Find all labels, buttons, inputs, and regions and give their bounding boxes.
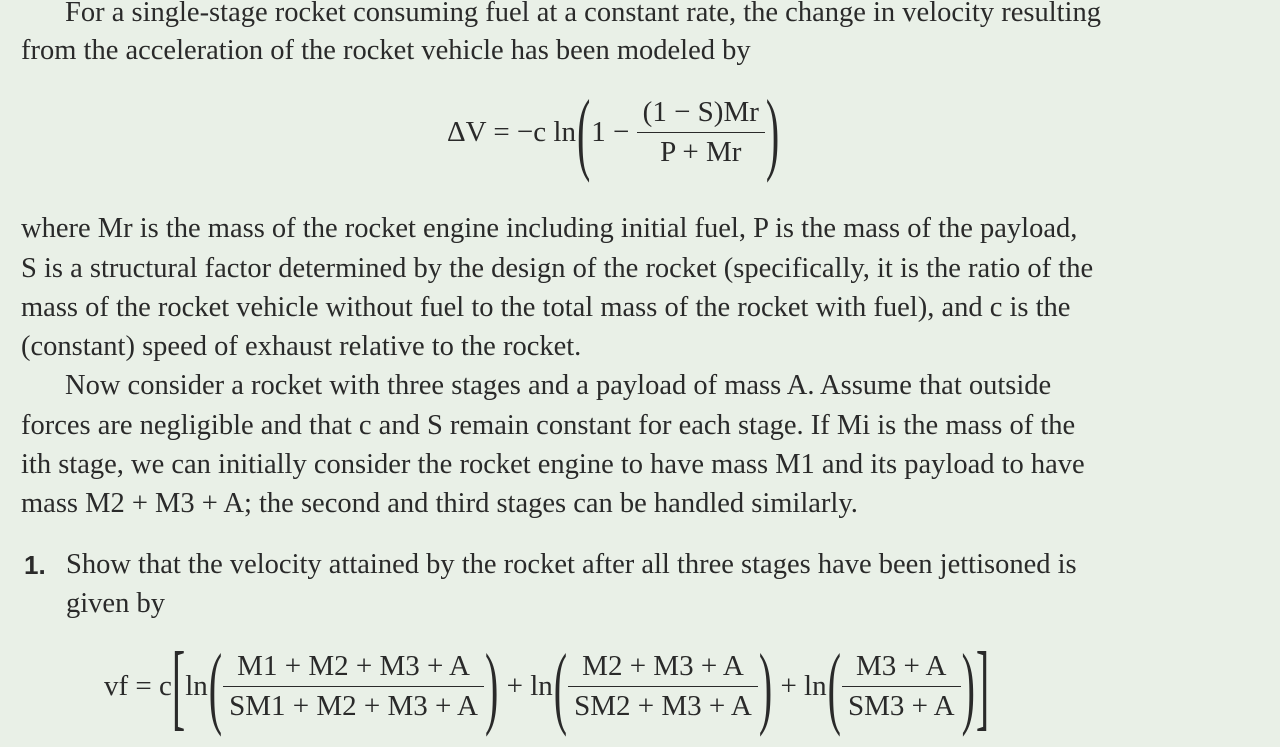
para2-line-4: mass M2 + M3 + A; the second and third stages can be handled similarly. [21, 488, 858, 519]
eq2-t3-left-paren: ( [827, 633, 841, 738]
eq1-one-minus: 1 − [591, 116, 630, 148]
final-velocity-equation: vf = c[ln( $\frac{M1 + M2 + M3 + A}{SM1 + M2 + M3 + A}$ ) + ln( $\frac{M2 + M3 + A}{SM2 + M3 + A}$ ) + ln( $\frac{M3 + A}{SM3 + A}$ )] [104, 631, 990, 740]
eq2-lhs: vf = c [104, 670, 172, 702]
eq2-right-bracket: ] [975, 631, 990, 740]
eq2-t1-left-paren: ( [208, 633, 223, 738]
eq2-term-1-numerator: M1 + M2 + M3 + A [237, 650, 470, 682]
defs-line-2: S is a structural factor determined by the design of the rocket (specifically, it is the ratio of the [21, 253, 1094, 284]
problem-1 [24, 546, 1077, 585]
eq2-term-1-denominator: SM1 + M2 + M3 + A [223, 686, 484, 723]
eq2-t2-left-paren: ( [553, 633, 568, 738]
eq2-term-2 [568, 650, 758, 723]
para2-line-2: forces are negligible and that c and S remain constant for each stage. If Mi is the mass of the [21, 410, 1076, 441]
intro-line-2: from the acceleration of the rocket vehicle has been modeled by [21, 35, 751, 66]
eq1-lhs: ΔV = −c ln [447, 116, 576, 148]
para2-line-1: Now consider a rocket with three stages and a payload of mass A. Assume that outside [65, 370, 1052, 401]
eq2-term-3 [842, 650, 961, 723]
eq2-t3-right-paren: ) [961, 633, 975, 738]
eq2-term-3-numerator: M3 + A [856, 650, 947, 682]
para2-line-3: ith stage, we can initially consider the rocket engine to have mass M1 and its payload to have [21, 449, 1085, 480]
eq1-right-paren: ) [765, 79, 780, 184]
eq1-fraction [637, 96, 765, 169]
defs-line-3: mass of the rocket vehicle without fuel to the total mass of the rocket with fuel), and c is the [21, 292, 1071, 323]
defs-line-1: where Mr is the mass of the rocket engine including initial fuel, P is the mass of the payload, [21, 213, 1078, 244]
eq2-t1-right-paren: ) [485, 633, 499, 738]
intro-line-1: For a single-stage rocket consuming fuel at a constant rate, the change in velocity resulting [65, 0, 1101, 28]
eq2-term-2-numerator: M2 + M3 + A [582, 650, 744, 682]
eq2-term-3-denominator: SM3 + A [842, 686, 961, 723]
eq2-term-2-denominator: SM2 + M3 + A [568, 686, 758, 723]
defs-line-4: (constant) speed of exhaust relative to the rocket. [21, 331, 582, 362]
eq2-term-1 [223, 650, 484, 723]
problem-line-1: Show that the velocity attained by the rocket after all three stages have been jettisoned is [66, 549, 1077, 580]
eq1-numerator: (1 − S)Mr [642, 96, 759, 128]
eq2-t2-right-paren: ) [758, 633, 773, 738]
problem-number: 1. [24, 550, 46, 580]
eq1-left-paren: ( [576, 79, 591, 184]
delta-v-equation [447, 79, 780, 184]
problem-line-2: given by [66, 588, 165, 619]
eq2-left-bracket: [ [171, 631, 186, 740]
eq1-denominator: P + Mr [637, 132, 765, 169]
